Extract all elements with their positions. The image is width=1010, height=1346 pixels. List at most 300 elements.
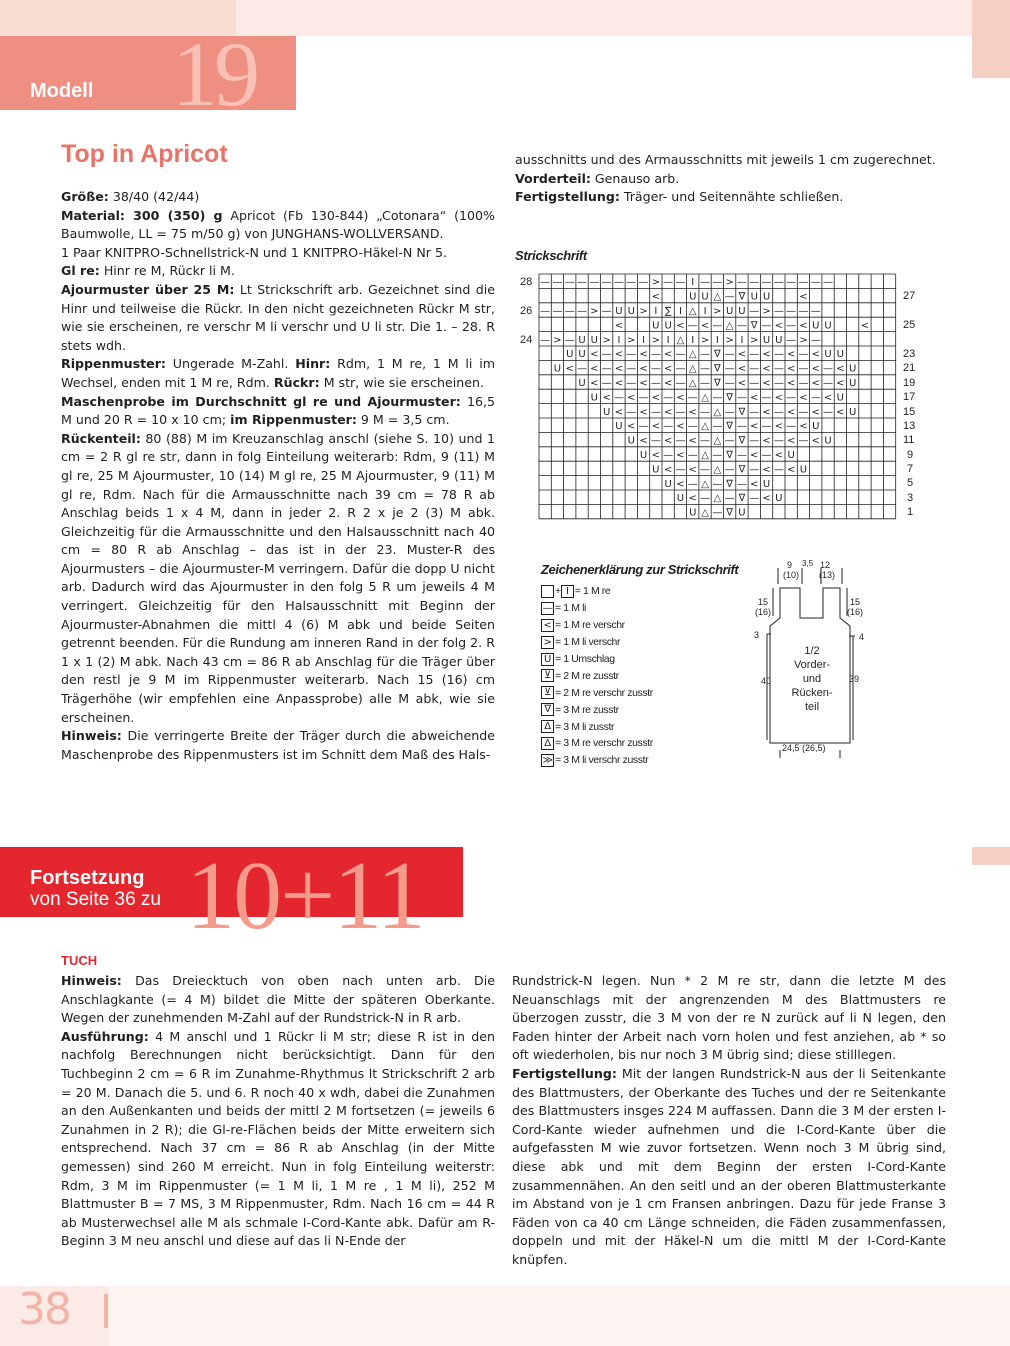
chart-stitch-symbol: U bbox=[738, 306, 746, 318]
chart-stitch-symbol: < bbox=[614, 349, 624, 361]
chart-stitch-symbol: > bbox=[553, 334, 562, 346]
chart-stitch-symbol: < bbox=[639, 349, 648, 361]
chart-stitch-symbol: < bbox=[639, 378, 648, 390]
chart-stitch-symbol: U bbox=[615, 306, 623, 318]
chart-stitch-symbol: < bbox=[590, 363, 599, 375]
chart-stitch-symbol: < bbox=[663, 349, 673, 361]
chart-stitch-symbol: — bbox=[663, 421, 674, 433]
chart-stitch-symbol: — bbox=[761, 450, 772, 462]
chart-stitch-symbol: < bbox=[688, 406, 697, 418]
chart-stitch-symbol: △ bbox=[701, 450, 709, 462]
chart-stitch-symbol: — bbox=[798, 406, 809, 418]
chart-stitch-symbol: △ bbox=[713, 464, 722, 476]
chart-stitch-symbol: ∇ bbox=[738, 493, 746, 505]
yarn-over-symbol-icon: U bbox=[541, 653, 554, 666]
chart-stitch-symbol: — bbox=[786, 421, 797, 433]
chart-stitch-symbol: < bbox=[676, 421, 685, 433]
chart-stitch-symbol: — bbox=[736, 450, 747, 462]
chart-stitch-symbol: — bbox=[675, 435, 686, 447]
chart-stitch-symbol: — bbox=[773, 406, 784, 418]
chart-stitch-symbol: — bbox=[749, 277, 760, 289]
chart-row-label: 7 bbox=[907, 463, 914, 475]
chart-stitch-symbol: < bbox=[663, 378, 673, 390]
k3tog-symbol-icon: ∇ bbox=[541, 703, 554, 716]
chart-stitch-symbol: — bbox=[564, 277, 575, 289]
chart-stitch-symbol: — bbox=[675, 378, 686, 390]
chart-stitch-symbol: — bbox=[724, 493, 735, 505]
chart-stitch-symbol: — bbox=[540, 277, 551, 289]
knitting-chart bbox=[515, 270, 935, 522]
chart-row-label: 13 bbox=[903, 420, 916, 432]
chart-stitch-symbol: U bbox=[652, 320, 660, 332]
chart-stitch-symbol: △ bbox=[701, 392, 709, 404]
chart-stitch-symbol: — bbox=[712, 277, 723, 289]
chart-stitch-symbol: — bbox=[675, 464, 686, 476]
chart-stitch-symbol: — bbox=[626, 363, 637, 375]
chart-stitch-symbol: U bbox=[639, 450, 648, 462]
chart-stitch-symbol: > bbox=[651, 277, 661, 289]
chart-stitch-symbol: ∇ bbox=[726, 421, 734, 433]
chart-row-label: 25 bbox=[903, 319, 916, 331]
chart-stitch-symbol: — bbox=[712, 392, 723, 404]
svg-text:24,5 (26,5): 24,5 (26,5) bbox=[782, 743, 826, 753]
chart-stitch-symbol: U bbox=[787, 450, 795, 462]
chart-stitch-symbol: I bbox=[642, 334, 646, 346]
chart-row-label: 23 bbox=[903, 348, 916, 360]
chart-stitch-symbol: ∇ bbox=[726, 392, 734, 404]
chart-stitch-symbol: — bbox=[687, 320, 698, 332]
chart-stitch-symbol: — bbox=[773, 363, 784, 375]
chart-stitch-symbol: — bbox=[687, 478, 698, 490]
chart-stitch-symbol: < bbox=[590, 349, 599, 361]
chart-stitch-symbol: — bbox=[810, 334, 821, 346]
chart-stitch-symbol: — bbox=[786, 306, 797, 318]
chart-stitch-symbol: I bbox=[703, 306, 707, 318]
top-right-decor bbox=[972, 0, 1010, 78]
chart-stitch-symbol: < bbox=[860, 320, 870, 332]
chart-stitch-symbol: — bbox=[712, 478, 723, 490]
chart-stitch-symbol: — bbox=[712, 507, 723, 519]
chart-stitch-symbol: < bbox=[663, 435, 673, 447]
legend-item: ⊻ = 2 M re zusstr bbox=[541, 667, 653, 684]
modell-banner bbox=[0, 23, 296, 125]
chart-stitch-symbol: — bbox=[798, 363, 809, 375]
chart-stitch-symbol: ∇ bbox=[738, 291, 746, 303]
svg-text:(16): (16) bbox=[847, 607, 864, 617]
chart-row-label: 28 bbox=[520, 276, 533, 288]
chart-stitch-symbol: < bbox=[774, 392, 784, 404]
chart-stitch-symbol: U bbox=[824, 349, 832, 361]
chart-stitch-symbol: — bbox=[749, 464, 760, 476]
chart-stitch-symbol: — bbox=[749, 378, 760, 390]
chart-stitch-symbol: < bbox=[811, 378, 820, 390]
chart-stitch-symbol: △ bbox=[713, 493, 722, 505]
tuch-heading: TUCH bbox=[61, 953, 98, 968]
right-decor-2 bbox=[972, 847, 1010, 865]
chart-stitch-symbol: < bbox=[700, 320, 710, 332]
chart-stitch-symbol: < bbox=[811, 349, 820, 361]
chart-stitch-symbol: ∇ bbox=[713, 363, 721, 375]
chart-stitch-symbol: < bbox=[663, 406, 673, 418]
chart-stitch-symbol: U bbox=[725, 306, 734, 318]
chart-stitch-symbol: < bbox=[651, 392, 661, 404]
instructions-column-2: ausschnitts und des Armausschnitts mit jeweils 1 cm zugerechnet. Vorderteil: Genauso arb. Fertigstellung: Träger- und Seitennähte schließen. bbox=[515, 152, 936, 205]
chart-stitch-symbol: — bbox=[700, 406, 711, 418]
legend-item: Δ = 3 M li zusstr bbox=[541, 718, 653, 735]
chart-stitch-symbol: U bbox=[664, 320, 672, 332]
chart-stitch-symbol: U bbox=[578, 349, 586, 361]
chart-stitch-symbol: — bbox=[810, 277, 821, 289]
chart-stitch-symbol: < bbox=[811, 363, 820, 375]
chart-stitch-symbol: ∇ bbox=[738, 406, 746, 418]
knit-symbol-icon bbox=[541, 585, 554, 598]
chart-stitch-symbol: < bbox=[676, 478, 685, 490]
chart-stitch-symbol: I bbox=[666, 334, 670, 346]
chart-stitch-symbol: △ bbox=[713, 435, 722, 447]
p3tog-tbl-symbol-icon: ≫ bbox=[542, 754, 553, 766]
svg-text:12: 12 bbox=[820, 560, 831, 570]
chart-row-label: 26 bbox=[520, 305, 533, 317]
chart-stitch-symbol: < bbox=[811, 406, 820, 418]
chart-stitch-symbol: U bbox=[566, 349, 574, 361]
tuch-column-2: Rundstrick-N legen. Nun * 2 M re str, dann die letzte M des Neuanschlags mit der angrenzenden M des Blattmusters re überzogen zusstr, die 3 M von der re N zurück auf li N legen, den Faden hinter der Arbeit nach vorn holen und fest anziehen, ab * so oft wiederholen, bis nur noch 3 M übrig sind; diese stilllegen. Fertigstellung: Mit der langen Rundstrick-N aus der li Seitenkante des Blattmusters, der Oberkante des Tuches und der re Seitenkante des Blattmusters insges 224 M auffassen. Dann die 3 M der ersten I-Cord-Kante wieder aufnehmen und die I-Cord-Kante über die aufgefassten M wie zuvor fortsetzen. Wenn noch 3 M übrig sind, diese abk und mit dem Beginn der ersten I-Cord-Kante zusammennähen. An den seitl und an der oberen Blattmusterkante im Abstand von je 1 cm Fransen anbringen. Dazu für jede Franse 3 Fäden von ca 40 cm Länge schneiden, die Fäden zusammenfassen, doppeln und mit der Häkel-N um die mittl M der I-Cord-Kante knüpfen. bbox=[512, 973, 946, 1267]
chart-stitch-symbol: < bbox=[823, 392, 833, 404]
svg-text:(13): (13) bbox=[819, 570, 836, 580]
chart-stitch-symbol: U bbox=[762, 334, 771, 346]
chart-stitch-symbol: — bbox=[773, 435, 784, 447]
chart-stitch-symbol: — bbox=[773, 277, 784, 289]
chart-stitch-symbol: — bbox=[724, 349, 735, 361]
chart-stitch-symbol: < bbox=[663, 363, 673, 375]
p3tog-symbol-icon: Δ bbox=[541, 720, 554, 733]
k3tog-tbl-symbol-icon: Δ bbox=[541, 737, 554, 750]
chart-stitch-symbol: — bbox=[687, 421, 698, 433]
legend-item: ⊻ = 2 M re verschr zusstr bbox=[541, 684, 653, 701]
legend-item: ≫ = 3 M li verschr zusstr bbox=[542, 754, 649, 767]
chart-stitch-symbol: — bbox=[798, 277, 809, 289]
svg-text:Vorder-: Vorder- bbox=[793, 659, 831, 671]
footer-band bbox=[0, 1286, 1010, 1346]
chart-stitch-symbol: — bbox=[798, 306, 809, 318]
legend-item: > = 1 M li verschr bbox=[541, 634, 653, 651]
chart-stitch-symbol: — bbox=[626, 406, 637, 418]
svg-text:15: 15 bbox=[758, 597, 769, 607]
chart-stitch-symbol: — bbox=[736, 277, 747, 289]
chart-stitch-symbol: < bbox=[786, 464, 796, 476]
chart-stitch-symbol: < bbox=[762, 406, 771, 418]
chart-stitch-symbol: U bbox=[812, 320, 820, 332]
chart-stitch-symbol: — bbox=[749, 435, 760, 447]
chart-stitch-symbol: U bbox=[701, 291, 709, 303]
chart-stitch-symbol: — bbox=[650, 406, 661, 418]
svg-text:3: 3 bbox=[754, 630, 760, 640]
chart-stitch-symbol: < bbox=[602, 392, 611, 404]
chart-stitch-symbol: — bbox=[577, 306, 588, 318]
k2tog-tbl-symbol-icon: ⊻ bbox=[541, 686, 554, 699]
chart-stitch-symbol: < bbox=[799, 320, 808, 332]
chart-row-label: 11 bbox=[903, 434, 915, 446]
page-number-bar bbox=[104, 1294, 108, 1328]
chart-stitch-symbol: U bbox=[652, 464, 660, 476]
chart-stitch-symbol: U bbox=[848, 378, 857, 390]
continuation-banner bbox=[0, 842, 463, 950]
chart-title: Strickschrift bbox=[515, 248, 587, 263]
chart-stitch-symbol: — bbox=[786, 320, 797, 332]
chart-stitch-symbol: — bbox=[540, 334, 551, 346]
chart-stitch-symbol: — bbox=[700, 464, 711, 476]
chart-stitch-symbol: < bbox=[774, 421, 784, 433]
chart-stitch-symbol: △ bbox=[688, 306, 697, 318]
chart-stitch-symbol: U bbox=[615, 421, 623, 433]
chart-stitch-symbol: I bbox=[691, 334, 695, 346]
chart-stitch-symbol: < bbox=[774, 450, 784, 462]
chart-stitch-symbol: ∇ bbox=[726, 507, 734, 519]
chart-stitch-symbol: — bbox=[638, 421, 649, 433]
chart-stitch-symbol: — bbox=[761, 320, 772, 332]
k2tog-symbol-icon: ⊻ bbox=[541, 669, 554, 682]
chart-stitch-symbol: < bbox=[614, 378, 624, 390]
svg-text:Rücken-: Rücken- bbox=[791, 687, 833, 699]
chart-stitch-symbol: — bbox=[540, 306, 551, 318]
chart-stitch-symbol: < bbox=[762, 493, 771, 505]
chart-stitch-symbol: — bbox=[810, 392, 821, 404]
chart-stitch-symbol: < bbox=[786, 435, 796, 447]
chart-stitch-symbol: — bbox=[724, 464, 735, 476]
chart-row-label: 3 bbox=[907, 492, 914, 504]
chart-stitch-symbol: < bbox=[590, 378, 599, 390]
chart-stitch-symbol: U bbox=[836, 392, 845, 404]
chart-stitch-symbol: — bbox=[601, 306, 612, 318]
chart-stitch-symbol: — bbox=[577, 277, 588, 289]
chart-stitch-symbol: U bbox=[602, 406, 611, 418]
chart-stitch-symbol: — bbox=[601, 378, 612, 390]
chart-stitch-symbol: U bbox=[553, 363, 562, 375]
chart-stitch-symbol: U bbox=[689, 291, 697, 303]
chart-stitch-symbol: — bbox=[823, 378, 834, 390]
model-label: Modell bbox=[30, 80, 94, 102]
chart-stitch-symbol: < bbox=[836, 378, 845, 390]
chart-stitch-symbol: — bbox=[552, 306, 563, 318]
chart-stitch-symbol: — bbox=[613, 392, 624, 404]
chart-stitch-symbol: ∑ bbox=[664, 306, 672, 318]
chart-stitch-symbol: — bbox=[773, 378, 784, 390]
chart-stitch-symbol: < bbox=[762, 349, 771, 361]
chart-stitch-symbol: < bbox=[786, 363, 796, 375]
chart-stitch-symbol: ∇ bbox=[713, 349, 721, 361]
svg-text:40: 40 bbox=[761, 676, 772, 686]
chart-stitch-symbol: < bbox=[737, 378, 747, 390]
chart-stitch-symbol: > bbox=[639, 306, 648, 318]
chart-stitch-symbol: — bbox=[712, 450, 723, 462]
chart-stitch-symbol: I bbox=[678, 306, 682, 318]
continuation-number: 10+11 bbox=[186, 842, 424, 950]
page-title: Top in Apricot bbox=[61, 140, 228, 168]
chart-stitch-symbol: — bbox=[761, 277, 772, 289]
chart-stitch-symbol: ∇ bbox=[738, 435, 746, 447]
chart-stitch-symbol: — bbox=[675, 363, 686, 375]
chart-stitch-symbol: — bbox=[749, 349, 760, 361]
chart-stitch-symbol: — bbox=[663, 277, 674, 289]
chart-stitch-symbol: — bbox=[700, 378, 711, 390]
chart-stitch-symbol: — bbox=[650, 378, 661, 390]
chart-stitch-symbol: — bbox=[700, 493, 711, 505]
chart-stitch-symbol: < bbox=[762, 435, 771, 447]
chart-stitch-symbol: U bbox=[824, 320, 832, 332]
chart-stitch-symbol: — bbox=[724, 435, 735, 447]
chart-stitch-symbol: △ bbox=[725, 320, 734, 332]
chart-stitch-symbol: — bbox=[564, 334, 575, 346]
chart-stitch-symbol: < bbox=[688, 493, 697, 505]
chart-stitch-symbol: > bbox=[725, 277, 734, 289]
chart-stitch-symbol: U bbox=[824, 435, 832, 447]
chart-stitch-symbol: — bbox=[687, 392, 698, 404]
chart-stitch-symbol: — bbox=[823, 363, 834, 375]
chart-stitch-symbol: U bbox=[590, 334, 599, 346]
chart-stitch-symbol: < bbox=[651, 291, 661, 303]
chart-stitch-symbol: △ bbox=[688, 349, 697, 361]
chart-stitch-symbol: — bbox=[638, 392, 649, 404]
chart-stitch-symbol: U bbox=[750, 291, 758, 303]
chart-stitch-symbol: — bbox=[749, 493, 760, 505]
legend-item: Δ = 3 M re verschr zusstr bbox=[541, 735, 653, 752]
chart-stitch-symbol: U bbox=[812, 421, 820, 433]
chart-stitch-symbol: < bbox=[676, 392, 685, 404]
page-number: 38 bbox=[18, 1284, 70, 1335]
chart-stitch-symbol: — bbox=[798, 349, 809, 361]
chart-stitch-symbol: — bbox=[773, 349, 784, 361]
chart-stitch-symbol: ∇ bbox=[726, 450, 734, 462]
chart-stitch-symbol: — bbox=[823, 277, 834, 289]
chart-stitch-symbol: < bbox=[627, 421, 636, 433]
chart-stitch-symbol: > bbox=[700, 334, 710, 346]
chart-row-label: 1 bbox=[907, 506, 914, 518]
svg-text:3,5: 3,5 bbox=[802, 559, 814, 568]
chart-stitch-symbol: < bbox=[614, 320, 624, 332]
legend-item: U = 1 Umschlag bbox=[541, 651, 653, 668]
chart-stitch-symbol: < bbox=[614, 406, 624, 418]
chart-stitch-symbol: U bbox=[762, 291, 771, 303]
chart-stitch-symbol: △ bbox=[701, 507, 709, 519]
chart-stitch-symbol: — bbox=[712, 421, 723, 433]
chart-stitch-symbol: I bbox=[654, 306, 658, 318]
chart-stitch-symbol: — bbox=[724, 291, 735, 303]
chart-row-label: 9 bbox=[907, 449, 914, 461]
chart-stitch-symbol: I bbox=[740, 334, 744, 346]
chart-stitch-symbol: < bbox=[750, 478, 759, 490]
chart-stitch-symbol: > bbox=[799, 334, 808, 346]
chart-stitch-symbol: — bbox=[773, 306, 784, 318]
chart-stitch-symbol: — bbox=[736, 320, 747, 332]
chart-stitch-symbol: > bbox=[602, 334, 611, 346]
chart-stitch-symbol: < bbox=[762, 378, 771, 390]
chart-stitch-symbol: — bbox=[552, 277, 563, 289]
chart-stitch-symbol: — bbox=[810, 306, 821, 318]
chart-stitch-symbol: < bbox=[786, 378, 796, 390]
chart-stitch-symbol: — bbox=[798, 378, 809, 390]
chart-stitch-symbol: < bbox=[762, 363, 771, 375]
chart-stitch-symbol: — bbox=[589, 277, 600, 289]
chart-row-label: 19 bbox=[903, 377, 916, 389]
chart-stitch-symbol: △ bbox=[701, 421, 709, 433]
chart-stitch-symbol: △ bbox=[713, 406, 722, 418]
chart-stitch-symbol: — bbox=[650, 349, 661, 361]
chart-stitch-symbol: < bbox=[811, 435, 820, 447]
legend-item: ∇ = 3 M re zusstr bbox=[541, 701, 653, 718]
chart-stitch-symbol: — bbox=[736, 478, 747, 490]
chart-stitch-symbol: < bbox=[786, 349, 796, 361]
svg-text:(10): (10) bbox=[783, 570, 800, 580]
chart-stitch-symbol: < bbox=[639, 435, 648, 447]
chart-stitch-symbol: < bbox=[651, 421, 661, 433]
chart-stitch-symbol: — bbox=[736, 392, 747, 404]
chart-row-label: 24 bbox=[520, 334, 533, 346]
chart-stitch-symbol: — bbox=[736, 421, 747, 433]
instructions-column-1: Größe: 38/40 (42/44) Material: 300 (350) g Apricot (Fb 130-844) „Cotonara“ (100% Baumwolle, LL = 75 m/50 g) von JUNGHANS-WOLLVERSAND. 1 Paar KNITPRO-Schnellstrick-N und 1 KNITPRO-Häkel-N Nr 5. Gl re: Hinr re M, Rückr li M. Ajourmuster über 25 M: Lt Strickschrift arb. Gezeichnet sind die Hinr und teilweise die Rückr. In den nicht gezeichneten Rückr M str, wie sie erscheinen, re verschr M li verschr und U li str. Die 1. – 28. R stets wdh. Rippenmuster: Ungerade M-Zahl. Hinr: Rdm, 1 M re, 1 M li im Wechsel, enden mit 1 M re, Rdm. Rückr: M str, wie sie erscheinen. Maschenprobe im Durchschnitt gl re und Ajourmuster: 16,5 M und 20 R = 10 x 10 cm; im Rippenmuster: 9 M = 3,5 cm. Rückenteil: 80 (88) M im Kreuzanschlag anschl (siehe S. 10) und 1 cm = 2 R gl re str, dann in folg Einteilung weiterarb: Rdm, 9 (11) M gl re, 25 M Ajourmuster, 10 (14) M gl re, 25 M Ajourmuster, 9 (11) M gl re, Rdm. Nach für die Armausschnitte nach 39 cm = 78 R ab Anschlag beids 1 x 4 M, dann in jeder 2. R 2 x je 2 (3) M abk. Gleichzeitig für die Armausschnitte und den Halsausschnitt nach 40 cm = 80 R ab Anschlag – das ist in der 23. Muster-R des Ajourmusters – die Ajourmuster-M verringern. Dafür die dopp U nicht arb. Dadurch wird das Ajourmuster in den folg 5 R um jeweils 4 M verringert. Gleichzeitig für den Halsausschnitt mit Beginn der Ajourmuster-Abnahmen die mittl 4 (6) M abk und beide Seiten getrennt beenden. Für die Rundung am inneren Rand in der folg 2. R 1 x 1 (2) M abk. Nach 43 cm = 86 R ab Anschlag für die Träger über den restl je 9 M im Rippenmuster weiterarb. Nach 15 (16) cm Trägerhöhe (wir empfehlen eine Anpassprobe) alle M abk, wie sie erscheinen. Hinweis: Die verringerte Breite der Träger durch die abweichende Maschenprobe des Rippenmusters ist im Schnitt dem Maß des Hals- bbox=[61, 189, 496, 762]
chart-stitch-symbol: — bbox=[687, 450, 698, 462]
chart-stitch-symbol: — bbox=[675, 406, 686, 418]
chart-stitch-symbol: U bbox=[836, 349, 845, 361]
chart-stitch-symbol: △ bbox=[688, 363, 697, 375]
chart-stitch-symbol: < bbox=[737, 363, 747, 375]
purl-symbol-icon: — bbox=[542, 602, 553, 614]
chart-stitch-symbol: — bbox=[613, 277, 624, 289]
chart-stitch-symbol: — bbox=[749, 306, 760, 318]
chart-stitch-symbol: — bbox=[724, 363, 735, 375]
svg-text:15: 15 bbox=[850, 597, 861, 607]
chart-stitch-symbol: — bbox=[663, 450, 674, 462]
chart-stitch-symbol: — bbox=[761, 421, 772, 433]
chart-stitch-symbol: — bbox=[749, 406, 760, 418]
chart-stitch-symbol: > bbox=[750, 334, 759, 346]
svg-text:teil: teil bbox=[804, 701, 820, 713]
top-decor-strip bbox=[0, 0, 1010, 36]
chart-row-label: 27 bbox=[903, 290, 916, 302]
chart-stitch-symbol: — bbox=[638, 277, 649, 289]
chart-stitch-symbol: — bbox=[626, 349, 637, 361]
chart-stitch-symbol: — bbox=[786, 334, 797, 346]
chart-stitch-symbol: < bbox=[676, 450, 685, 462]
chart-stitch-symbol: — bbox=[601, 349, 612, 361]
chart-stitch-symbol: — bbox=[564, 306, 575, 318]
chart-stitch-symbol: I bbox=[691, 277, 695, 289]
chart-stitch-symbol: ∇ bbox=[738, 464, 746, 476]
chart-stitch-symbol: U bbox=[627, 435, 635, 447]
chart-legend bbox=[541, 583, 653, 769]
chart-stitch-symbol: — bbox=[626, 378, 637, 390]
continuation-label: Fortsetzung bbox=[30, 867, 145, 889]
chart-stitch-symbol: < bbox=[688, 435, 697, 447]
chart-stitch-symbol: — bbox=[650, 363, 661, 375]
chart-stitch-symbol: > bbox=[627, 334, 636, 346]
chart-stitch-symbol: < bbox=[786, 406, 796, 418]
legend-title: Zeichenerklärung zur Strickschrift bbox=[541, 562, 739, 577]
chart-stitch-symbol: ∇ bbox=[726, 478, 734, 490]
chart-stitch-symbol: < bbox=[663, 464, 673, 476]
chart-stitch-symbol: > bbox=[762, 306, 771, 318]
chart-stitch-symbol: — bbox=[700, 349, 711, 361]
chart-stitch-symbol: U bbox=[627, 306, 635, 318]
chart-stitch-symbol: — bbox=[786, 277, 797, 289]
legend-item: < = 1 M re verschr bbox=[541, 617, 653, 634]
chart-stitch-symbol: < bbox=[836, 363, 845, 375]
twisted-knit-symbol-icon: < bbox=[541, 619, 554, 632]
svg-text:und: und bbox=[802, 673, 822, 685]
chart-stitch-symbol: < bbox=[639, 406, 648, 418]
chart-stitch-symbol: < bbox=[651, 450, 661, 462]
chart-stitch-symbol: < bbox=[836, 406, 845, 418]
model-number: 19 bbox=[172, 23, 256, 125]
chart-stitch-symbol: — bbox=[749, 363, 760, 375]
